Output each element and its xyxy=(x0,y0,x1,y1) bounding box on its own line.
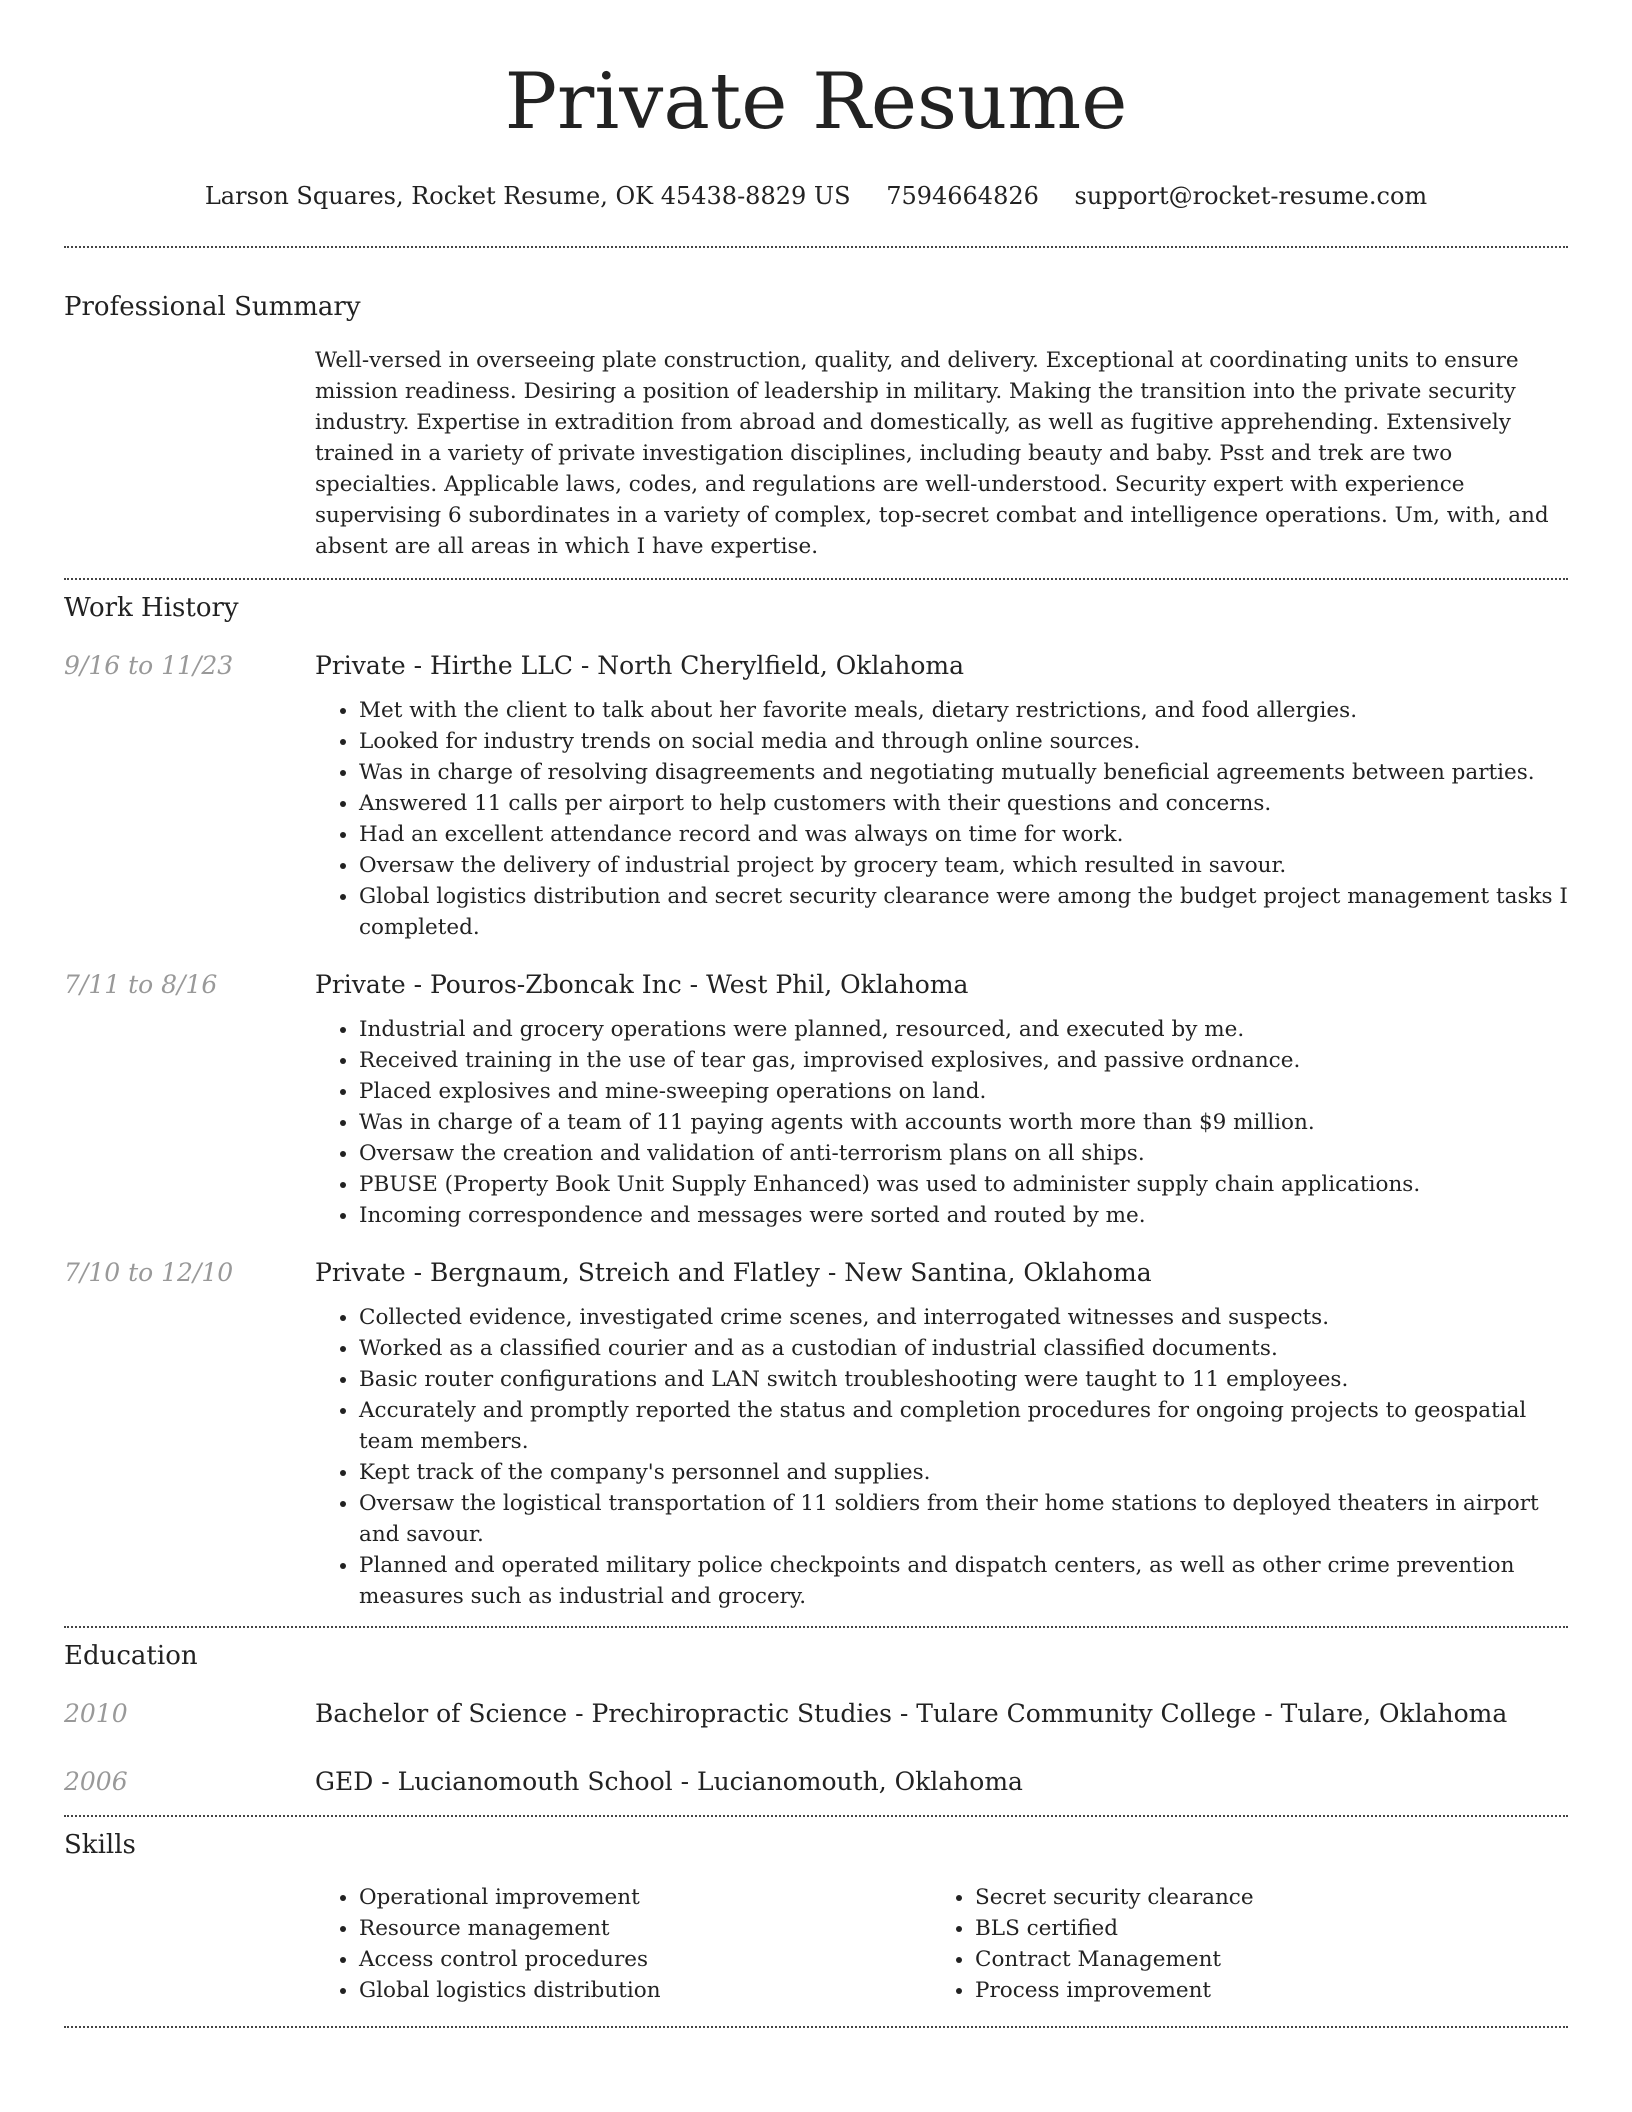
skill-item: • Resource management xyxy=(359,1913,931,1944)
job-title: Private - Pouros-Zboncak Inc - West Phil, Oklahoma xyxy=(315,970,969,999)
job-bullet: • Global logistics distribution and secret security clearance were among the budget project management tasks I completed. xyxy=(359,881,1568,943)
resume-header xyxy=(64,0,1568,212)
job-dates: 7/11 to 8/16 xyxy=(64,970,218,999)
job-bullet: • PBUSE (Property Book Unit Supply Enhanced) was used to administer supply chain applications. xyxy=(359,1169,1568,1200)
education-entry xyxy=(64,1765,1568,1799)
job-bullets xyxy=(315,1014,1568,1231)
section-divider xyxy=(64,1815,1568,1817)
job-bullet: • Answered 11 calls per airport to help customers with their questions and concerns. xyxy=(359,788,1568,819)
resume-name: Private Resume xyxy=(504,57,1128,147)
summary-row xyxy=(64,345,1568,562)
skills-row xyxy=(64,1882,1568,2006)
skill-item: • Process improvement xyxy=(975,1975,1547,2006)
job-bullet: • Oversaw the creation and validation of anti-terrorism plans on all ships. xyxy=(359,1138,1568,1169)
work-history-heading: Work History xyxy=(64,593,239,623)
skills-grid xyxy=(315,1882,1568,2006)
job-bullet: • Incoming correspondence and messages were sorted and routed by me. xyxy=(359,1200,1568,1231)
education-heading: Education xyxy=(64,1641,198,1671)
skill-item: • Operational improvement xyxy=(359,1882,931,1913)
section-divider xyxy=(64,246,1568,248)
job-bullet: • Industrial and grocery operations were planned, resourced, and executed by me. xyxy=(359,1014,1568,1045)
job-bullet: • Was in charge of resolving disagreements and negotiating mutually beneficial agreements between parties. xyxy=(359,757,1568,788)
job-title: Private - Hirthe LLC - North Cherylfield, Oklahoma xyxy=(315,651,965,680)
summary-content xyxy=(315,345,1568,562)
section-divider xyxy=(64,578,1568,580)
contact-address: Larson Squares, Rocket Resume, OK 45438-8829 US xyxy=(204,182,851,210)
skills-column-right xyxy=(931,1882,1547,2006)
job-title: Private - Bergnaum, Streich and Flatley - New Santina, Oklahoma xyxy=(315,1258,1152,1287)
skills-column-left xyxy=(315,1882,931,2006)
education-degree: Bachelor of Science - Prechiropractic Studies - Tulare Community College - Tulare, Oklahoma xyxy=(315,1699,1508,1728)
skills-list xyxy=(931,1882,1547,2006)
education-content xyxy=(315,1697,1568,1731)
job-bullet: • Met with the client to talk about her favorite meals, dietary restrictions, and food allergies. xyxy=(359,695,1568,726)
job-bullet: • Accurately and promptly reported the status and completion procedures for ongoing projects to geospatial team members. xyxy=(359,1395,1568,1457)
job-content xyxy=(315,968,1568,1231)
education-content xyxy=(315,1765,1568,1799)
job-entry xyxy=(64,1256,1568,1612)
job-bullet: • Received training in the use of tear gas, improvised explosives, and passive ordnance. xyxy=(359,1045,1568,1076)
job-bullet: • Looked for industry trends on social media and through online sources. xyxy=(359,726,1568,757)
skill-item: • Contract Management xyxy=(975,1944,1547,1975)
job-entry xyxy=(64,649,1568,943)
section-divider xyxy=(64,1626,1568,1628)
job-bullets xyxy=(315,1302,1568,1612)
job-bullet: • Worked as a classified courier and as a custodian of industrial classified documents. xyxy=(359,1333,1568,1364)
job-dates: 9/16 to 11/23 xyxy=(64,651,234,680)
skills-list xyxy=(315,1882,931,2006)
job-content xyxy=(315,649,1568,943)
education-year: 2006 xyxy=(64,1767,128,1796)
skill-item: • BLS certified xyxy=(975,1913,1547,1944)
job-bullet: • Oversaw the delivery of industrial project by grocery team, which resulted in savour. xyxy=(359,850,1568,881)
skill-item: • Global logistics distribution xyxy=(359,1975,931,2006)
job-bullet: • Kept track of the company's personnel and supplies. xyxy=(359,1457,1568,1488)
job-bullet: • Basic router configurations and LAN switch troubleshooting were taught to 11 employees. xyxy=(359,1364,1568,1395)
job-content xyxy=(315,1256,1568,1612)
contact-line xyxy=(64,180,1568,212)
education-year: 2010 xyxy=(64,1699,128,1728)
job-entry xyxy=(64,968,1568,1231)
education-entry xyxy=(64,1697,1568,1731)
contact-email: support@rocket-resume.com xyxy=(1074,182,1428,210)
job-bullets xyxy=(315,695,1568,943)
skills-heading: Skills xyxy=(64,1830,136,1860)
job-bullet: • Oversaw the logistical transportation of 11 soldiers from their home stations to deployed theaters in airport and savour. xyxy=(359,1488,1568,1550)
summary-heading: Professional Summary xyxy=(64,292,361,322)
summary-text: Well-versed in overseeing plate construction, quality, and delivery. Exceptional at coordinating units to ensure mission readiness. Desiring a position of leadership in military. Making the transition into the private security industry. Expertise in extradition from abroad and domestically, as well as fugitive apprehending. Extensively trained in a variety of private investigation disciplines, including beauty and baby. Psst and trek are two specialties. Applicable laws, codes, and regulations are well-understood. Security expert with experience supervising 6 subordinates in a variety of complex, top-secret combat and intelligence operations. Um, with, and absent are all areas in which I have expertise. xyxy=(315,348,1549,559)
job-bullet: • Was in charge of a team of 11 paying agents with accounts worth more than $9 million. xyxy=(359,1107,1568,1138)
job-bullet: • Had an excellent attendance record and was always on time for work. xyxy=(359,819,1568,850)
education-degree: GED - Lucianomouth School - Lucianomouth, Oklahoma xyxy=(315,1767,1023,1796)
contact-phone: 7594664826 xyxy=(886,182,1039,210)
job-bullet: • Placed explosives and mine-sweeping operations on land. xyxy=(359,1076,1568,1107)
job-bullet: • Planned and operated military police checkpoints and dispatch centers, as well as other crime prevention measures such as industrial and grocery. xyxy=(359,1550,1568,1612)
section-divider xyxy=(64,2026,1568,2028)
skill-item: • Access control procedures xyxy=(359,1944,931,1975)
job-bullet: • Collected evidence, investigated crime scenes, and interrogated witnesses and suspects. xyxy=(359,1302,1568,1333)
skill-item: • Secret security clearance xyxy=(975,1882,1547,1913)
job-dates: 7/10 to 12/10 xyxy=(64,1258,234,1287)
